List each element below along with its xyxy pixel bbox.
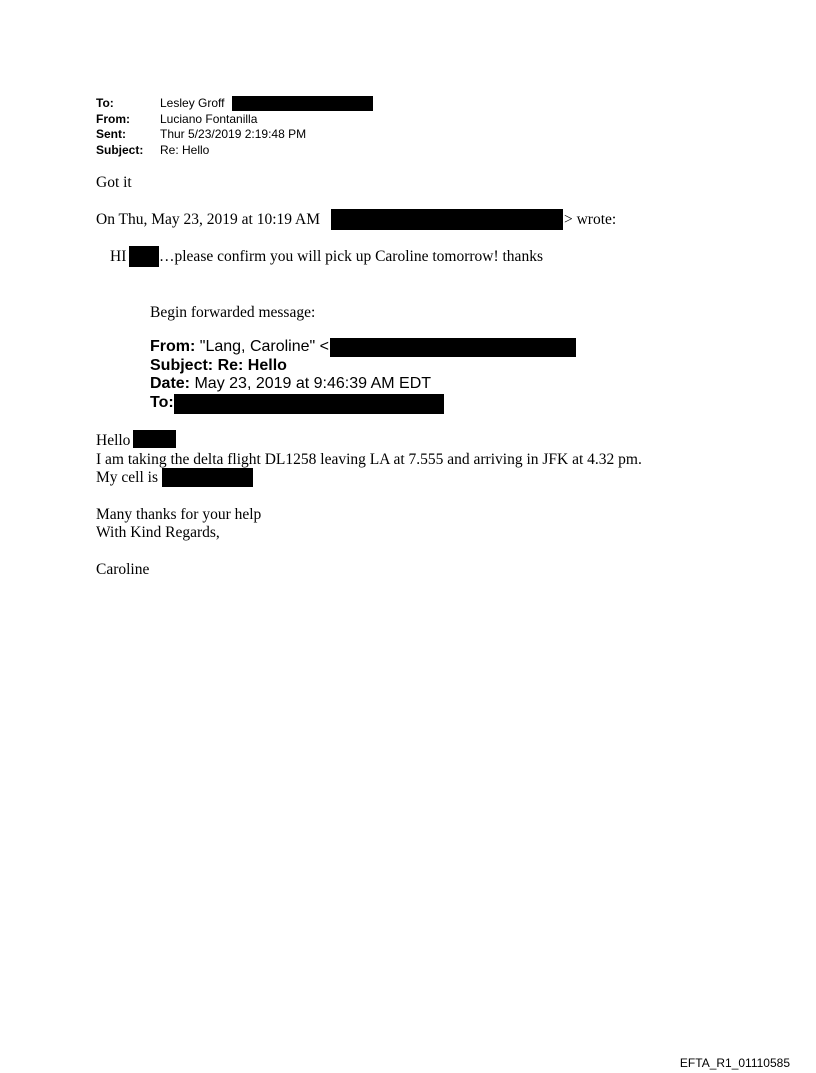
forwarded-date-label: Date: bbox=[150, 375, 191, 392]
forwarded-subject-label: Subject: bbox=[150, 356, 214, 374]
from-value: Luciano Fontanilla bbox=[160, 111, 258, 126]
redaction-forwarded-from bbox=[330, 338, 576, 357]
document-id: EFTA_R1_01110585 bbox=[679, 1056, 790, 1070]
quote-intro-suffix: > wrote: bbox=[564, 211, 617, 228]
reply-text: Got it bbox=[96, 174, 132, 191]
forwarded-date-row bbox=[150, 375, 431, 394]
quoted-prefix: HI bbox=[110, 248, 127, 265]
sent-label: Sent: bbox=[96, 127, 126, 141]
to-value: Lesley Groff bbox=[160, 96, 225, 110]
forwarded-subject-value: Re: Hello bbox=[217, 356, 287, 374]
sent-value: Thur 5/23/2019 2:19:48 PM bbox=[160, 127, 307, 141]
header-subject-row bbox=[96, 143, 306, 159]
thanks-text: Many thanks for your help bbox=[96, 506, 262, 523]
cell-prefix-text: My cell is bbox=[96, 469, 158, 486]
forwarded-subject-row bbox=[150, 357, 431, 376]
forwarded-from-value: "Lang, Caroline" < bbox=[199, 338, 329, 355]
redaction-greeting-name bbox=[133, 430, 176, 448]
quote-intro-prefix: On Thu, May 23, 2019 at 10:19 AM bbox=[96, 211, 321, 228]
greeting-text: Hello bbox=[96, 432, 131, 449]
flight-info-text: I am taking the delta flight DL1258 leaving LA at 7.555 and arriving in JFK at 4.32 pm. bbox=[96, 451, 642, 468]
redaction-forwarded-to bbox=[174, 394, 444, 414]
forwarded-from-label: From: bbox=[150, 338, 196, 355]
subject-value: Re: Hello bbox=[160, 142, 210, 157]
to-label: To: bbox=[96, 96, 114, 110]
from-label: From: bbox=[96, 111, 130, 126]
closing-text: With Kind Regards, bbox=[96, 524, 220, 541]
signature-text: Caroline bbox=[96, 561, 150, 578]
redaction-cell-number bbox=[162, 468, 253, 487]
quoted-message: …please confirm you will pick up Caroline tomorrow! thanks bbox=[159, 248, 543, 265]
redaction-quoted-name bbox=[129, 246, 159, 267]
forwarded-to-label: To: bbox=[150, 393, 174, 411]
begin-forwarded-text: Begin forwarded message: bbox=[150, 304, 316, 321]
redaction-quote-sender bbox=[331, 209, 563, 230]
subject-label: Subject: bbox=[96, 142, 144, 157]
header-sent-row bbox=[96, 127, 306, 143]
header-from-row bbox=[96, 112, 306, 128]
forwarded-date-value: May 23, 2019 at 9:46:39 AM EDT bbox=[194, 375, 432, 392]
redaction-to-email bbox=[232, 96, 373, 111]
